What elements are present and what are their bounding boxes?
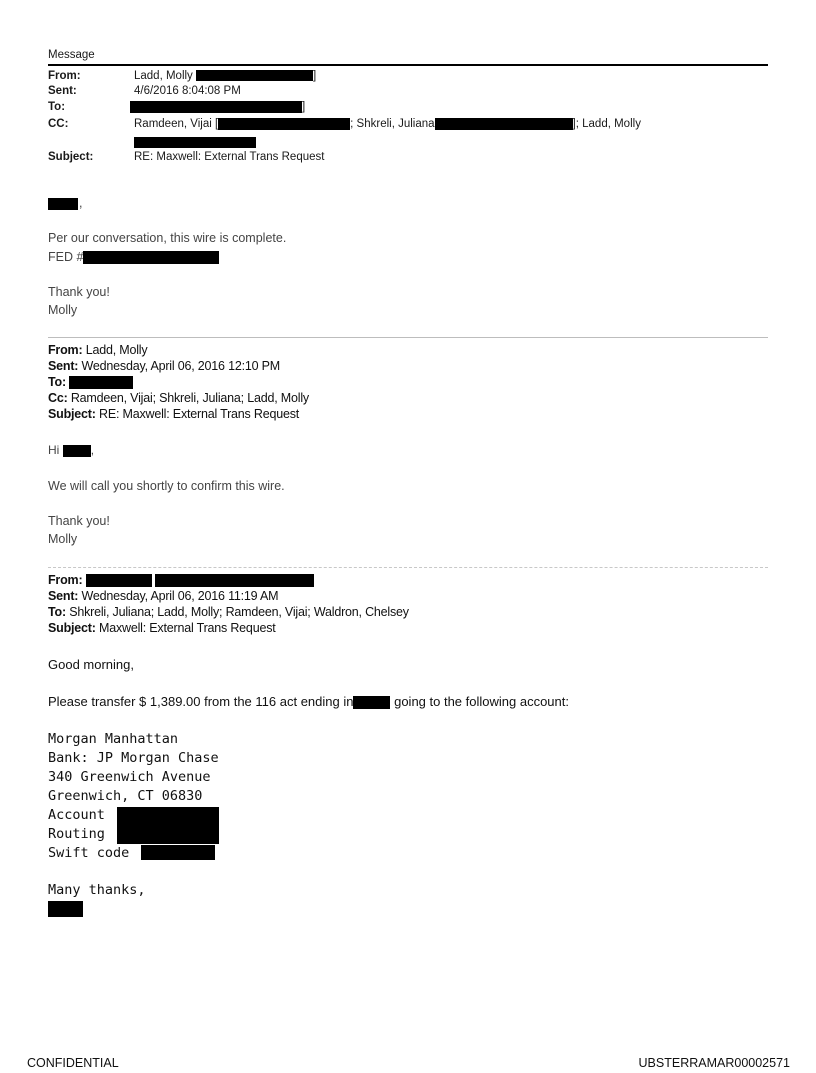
instruction-text: going to the following account: xyxy=(394,694,569,709)
instruction-text: Please transfer $ 1,389.00 from the 116 act ending in xyxy=(48,694,354,709)
reply-line: Per our conversation, this wire is complete. xyxy=(48,231,287,245)
quote2-greeting: Good morning, xyxy=(48,657,134,672)
routing-label: Routing xyxy=(48,826,105,842)
redaction xyxy=(134,137,256,148)
sent-label: Sent: xyxy=(48,359,79,373)
redaction xyxy=(218,118,350,130)
bank-address-line1: 340 Greenwich Avenue xyxy=(48,769,211,785)
swift-label: Swift code xyxy=(48,845,130,861)
redaction xyxy=(69,376,133,389)
subject-label: Subject: xyxy=(48,621,96,635)
swift-row xyxy=(48,845,129,861)
quote1-thanks: Thank you! xyxy=(48,514,110,528)
from-label: From: xyxy=(48,343,83,357)
sent-value: Wednesday, April 06, 2016 12:10 PM xyxy=(81,359,280,373)
quote1-cc xyxy=(48,391,309,405)
cc-label: CC: xyxy=(48,118,69,130)
to-label: To: xyxy=(48,101,66,113)
cc-label: Cc: xyxy=(48,391,68,405)
bank-name: Bank: JP Morgan Chase xyxy=(48,750,219,766)
transfer-instruction xyxy=(48,694,569,709)
subject-value: RE: Maxwell: External Trans Request xyxy=(99,407,300,421)
redaction xyxy=(141,845,215,860)
redaction xyxy=(130,101,302,113)
quote2-subject xyxy=(48,621,276,635)
comma: , xyxy=(79,196,83,210)
quote2-sent xyxy=(48,589,278,603)
subject-value: Maxwell: External Trans Request xyxy=(99,621,276,635)
sent-label: Sent: xyxy=(48,589,79,603)
sent-value: Wednesday, April 06, 2016 11:19 AM xyxy=(81,589,279,603)
bank-address-line2: Greenwich, CT 06830 xyxy=(48,788,203,804)
subject-label: Subject: xyxy=(48,151,94,163)
quote1-greeting: Hi , xyxy=(48,443,95,457)
redaction xyxy=(83,251,219,264)
redaction xyxy=(86,574,152,587)
subject-label: Subject: xyxy=(48,407,96,421)
redaction xyxy=(435,118,573,130)
quote1-body: We will call you shortly to confirm this wire. xyxy=(48,479,285,493)
from-label: From: xyxy=(48,70,81,82)
closing: Many thanks, xyxy=(48,882,146,898)
redaction xyxy=(353,696,390,709)
to-label: To: xyxy=(48,375,66,389)
redaction xyxy=(48,901,83,917)
to-label: To: xyxy=(48,605,66,619)
quote1-from xyxy=(48,343,147,357)
quote2-to xyxy=(48,605,409,619)
quote1-signature: Molly xyxy=(48,532,78,546)
from-value: Ladd, Molly ] xyxy=(134,70,317,82)
to-value: Shkreli, Juliana; Ladd, Molly; Ramdeen, Vijai; Waldron, Chelsey xyxy=(69,605,409,619)
quote-divider xyxy=(48,337,768,338)
quote2-from xyxy=(48,573,314,587)
message-label: Message xyxy=(48,49,95,61)
redaction xyxy=(48,198,78,210)
redaction xyxy=(63,445,91,457)
to-value: ] xyxy=(130,101,305,113)
confidential-label: CONFIDENTIAL xyxy=(27,1056,119,1070)
quote1-to xyxy=(48,375,133,389)
sent-value: 4/6/2016 8:04:08 PM xyxy=(134,85,241,97)
quote1-sent xyxy=(48,359,280,373)
redaction xyxy=(155,574,314,587)
routing-row xyxy=(48,826,105,842)
quote-divider xyxy=(48,567,768,568)
cc-name: Ramdeen, Vijai [ xyxy=(134,118,219,131)
from-label: From: xyxy=(48,573,83,587)
cc-value xyxy=(134,118,641,130)
header-divider xyxy=(48,64,768,66)
cc-value: Ramdeen, Vijai; Shkreli, Juliana; Ladd, Molly xyxy=(70,391,309,405)
reply-thanks: Thank you! xyxy=(48,285,110,299)
account-row xyxy=(48,807,105,823)
account-name: Morgan Manhattan xyxy=(48,731,179,747)
cc-name: ]; Ladd, Molly xyxy=(572,118,641,131)
from-value: Ladd, Molly xyxy=(85,343,148,357)
cc-name: ; Shkreli, Juliana xyxy=(350,118,435,131)
account-label: Account xyxy=(48,807,105,823)
bates-number: UBSTERRAMAR00002571 xyxy=(638,1056,790,1070)
reply-signature: Molly xyxy=(48,303,78,317)
redaction xyxy=(117,807,219,844)
subject-value: RE: Maxwell: External Trans Request xyxy=(134,151,325,163)
fed-reference xyxy=(48,250,219,264)
from-name: Ladd, Molly xyxy=(134,70,193,82)
quote1-subject xyxy=(48,407,299,421)
fed-label: FED # xyxy=(48,250,84,264)
redaction xyxy=(196,70,313,81)
greeting: Hi xyxy=(48,443,60,457)
sent-label: Sent: xyxy=(48,85,77,97)
